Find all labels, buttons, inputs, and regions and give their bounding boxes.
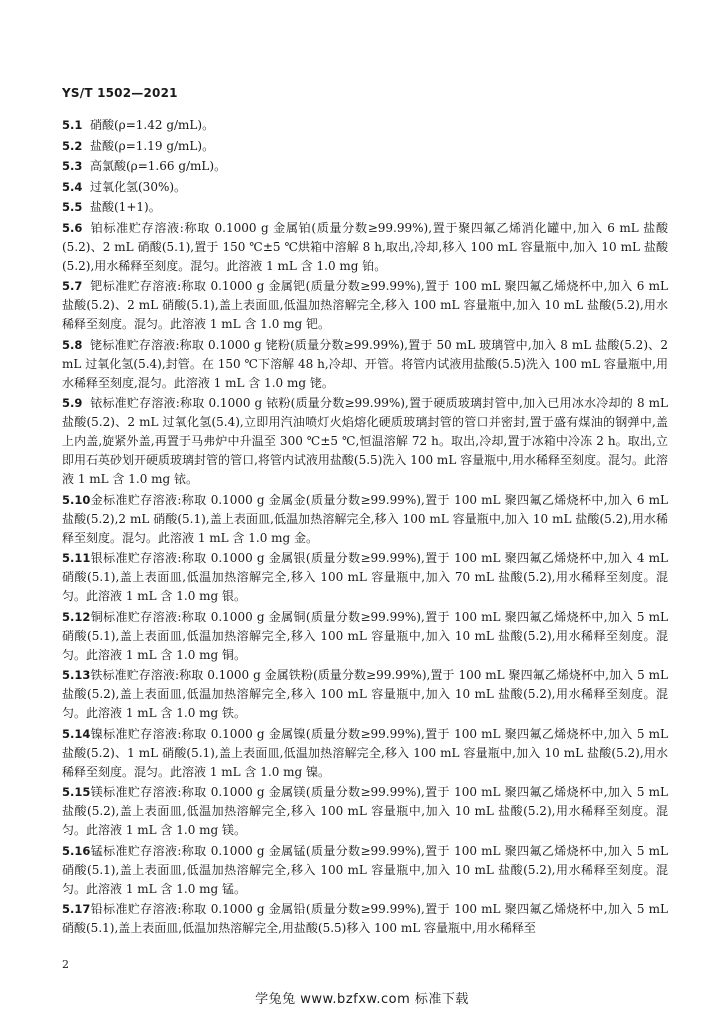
clause-text: 镍标准贮存溶液:称取 0.1000 g 金属镍(质量分数≥99.99%),置于 100 mL 聚四氟乙烯烧杯中,加入 5 mL 盐酸(5.2)、1 mL 硝酸(5.1),盖上表面皿,低温加热溶解完全,移入 100 mL 容量瓶中,加入 10 mL 盐酸(5.2),用水稀释至刻度。混匀。此溶液 1 mL 含 1.0 mg 镍。 — [62, 726, 668, 779]
clause-number: 5.8 — [62, 337, 83, 352]
clause-item — [62, 178, 668, 197]
clause-number: 5.16 — [62, 843, 91, 858]
clause-item — [62, 900, 668, 938]
clause-item — [62, 608, 668, 665]
clause-number: 5.15 — [62, 785, 91, 799]
clause-text: 盐酸(ρ=1.19 g/mL)。 — [90, 138, 215, 153]
page-number: 2 — [62, 958, 69, 971]
clause-number: 5.9 — [62, 396, 83, 410]
clause-number: 5.3 — [62, 159, 83, 173]
clause-item — [62, 157, 668, 176]
clause-text: 锰标准贮存溶液:称取 0.1000 g 金属锰(质量分数≥99.99%),置于 100 mL 聚四氟乙烯烧杯中,加入 5 mL 硝酸(5.1),盖上表面皿,低温加热溶解完全,移入 100 mL 容量瓶中,加入 10 mL 盐酸(5.2),用水稀释至刻度。混匀。此溶液 1 mL 含 1.0 mg 锰。 — [62, 843, 668, 896]
clause-text: 铅标准贮存溶液:称取 0.1000 g 金属铅(质量分数≥99.99%),置于 100 mL 聚四氟乙烯烧杯中,加入 5 mL 硝酸(5.1),盖上表面皿,低温加热溶解完全,用盐酸(5.5)移入 100 mL 容量瓶中,用水稀释至 — [62, 902, 668, 935]
clause-item — [62, 725, 668, 782]
clause-item — [62, 783, 668, 840]
clause-number: 5.11 — [62, 551, 91, 565]
clause-text: 金标准贮存溶液:称取 0.1000 g 金属金(质量分数≥99.99%),置于 100 mL 聚四氟乙烯烧杯中,加入 6 mL 盐酸(5.2),2 mL 硝酸(5.1),盖上表面皿,低温加热溶解完全,移入 100 mL 容量瓶中,加入 10 mL 盐酸(5.2),用水稀释至刻度。混匀。此溶液 1 mL 含 1.0 mg 金。 — [62, 492, 668, 545]
clause-item — [62, 116, 668, 135]
clause-text: 盐酸(1+1)。 — [90, 200, 161, 214]
clause-number: 5.4 — [62, 179, 83, 194]
clause-text: 铜标准贮存溶液:称取 0.1000 g 金属铜(质量分数≥99.99%),置于 100 mL 聚四氟乙烯烧杯中,加入 5 mL 硝酸(5.1),盖上表面皿,低温加热溶解完全,移入 100 mL 容量瓶中,加入 10 mL 盐酸(5.2),用水稀释至刻度。混匀。此溶液 1 mL 含 1.0 mg 铜。 — [62, 609, 668, 662]
clause-number: 5.14 — [62, 726, 91, 741]
document-body — [62, 116, 668, 940]
clause-item — [62, 277, 668, 334]
clause-number: 5.1 — [62, 118, 83, 132]
clause-item — [62, 219, 668, 276]
clause-item — [62, 394, 668, 489]
clause-text: 钯标准贮存溶液:称取 0.1000 g 金属钯(质量分数≥99.99%),置于 100 mL 聚四氟乙烯烧杯中,加入 6 mL 盐酸(5.2)、2 mL 硝酸(5.1),盖上表面皿,低温加热溶解完全,移入 100 mL 容量瓶中,加入 10 mL 盐酸(5.2),用水稀释至刻度。混匀。此溶液 1 mL 含 1.0 mg 钯。 — [62, 279, 668, 331]
clause-item — [62, 137, 668, 156]
clause-number: 5.2 — [62, 138, 83, 153]
clause-text: 镁标准贮存溶液:称取 0.1000 g 金属镁(质量分数≥99.99%),置于 100 mL 聚四氟乙烯烧杯中,加入 5 mL 盐酸(5.2),盖上表面皿,低温加热溶解完全,移入 100 mL 容量瓶中,加入 10 mL 盐酸(5.2),用水稀释至刻度。混匀。此溶液 1 mL 含 1.0 mg 镁。 — [62, 785, 668, 837]
clause-number: 5.10 — [62, 492, 91, 507]
clause-text: 银标准贮存溶液:称取 0.1000 g 金属银(质量分数≥99.99%),置于 100 mL 聚四氟乙烯烧杯中,加入 4 mL 硝酸(5.1),盖上表面皿,低温加热溶解完全,移入 100 mL 容量瓶中,加入 70 mL 盐酸(5.2),用水稀释至刻度。混匀。此溶液 1 mL 含 1.0 mg 银。 — [62, 551, 668, 603]
clause-text: 铁标准贮存溶液:称取 0.1000 g 金属铁粉(质量分数≥99.99%),置于 100 mL 聚四氟乙烯烧杯中,加入 5 mL 盐酸(5.2),盖上表面皿,低温加热溶解完全,移入 100 mL 容量瓶中,加入 10 mL 盐酸(5.2),用水稀释至刻度。混匀。此溶液 1 mL 含 1.0 mg 铁。 — [62, 668, 668, 720]
clause-item — [62, 842, 668, 899]
clause-text: 铱标准贮存溶液:称取 0.1000 g 铱粉(质量分数≥99.99%),置于硬质玻璃封管中,加入已用冰水冷却的 8 mL 盐酸(5.2)、2 mL 过氧化氢(5.4),立即用汽油喷灯火焰熔化硬质玻璃封管的管口并密封,置于盛有煤油的钢弹中,盖上内盖,旋紧外盖,再置于马弗炉中升温至 300 ℃±5 ℃,恒温溶解 72 h。取出,冷却,置于冰箱中冷冻 2 h。取出,立即用石英砂划开硬质玻璃封管的管口,将管内试液用盐酸(5.5)洗入 100 mL 容量瓶中,用水稀释至刻度。混匀。此溶液 1 mL 含 1.0 mg 铱。 — [62, 396, 668, 486]
clause-item — [62, 491, 668, 548]
clause-item — [62, 198, 668, 217]
clause-text: 铂标准贮存溶液:称取 0.1000 g 金属铂(质量分数≥99.99%),置于聚四氟乙烯消化罐中,加入 6 mL 盐酸(5.2)、2 mL 硝酸(5.1),置于 150 ℃±5 ℃烘箱中溶解 8 h,取出,冷却,移入 100 mL 容量瓶中,加入 10 mL 盐酸(5.2),用水稀释至刻度。混匀。此溶液 1 mL 含 1.0 mg 铂。 — [62, 220, 668, 273]
clause-text: 过氧化氢(30%)。 — [90, 179, 187, 194]
clause-number: 5.7 — [62, 279, 83, 293]
clause-item — [62, 549, 668, 606]
clause-number: 5.12 — [62, 609, 91, 624]
clause-number: 5.6 — [62, 220, 83, 235]
clause-text: 铑标准贮存溶液:称取 0.1000 g 铑粉(质量分数≥99.99%),置于 50 mL 玻璃管中,加入 8 mL 盐酸(5.2)、2 mL 过氧化氢(5.4),封管。在 150 ℃下溶解 48 h,冷却、开管。将管内试液用盐酸(5.5)洗入 100 mL 容量瓶中,用水稀释至刻度,混匀。此溶液 1 mL 含 1.0 mg 铑。 — [62, 337, 668, 390]
clause-number: 5.5 — [62, 200, 83, 214]
watermark-footer: 学兔兔 www.bzfxw.com 标准下载 — [255, 992, 469, 1007]
clause-item — [62, 336, 668, 393]
clause-text: 硝酸(ρ=1.42 g/mL)。 — [90, 118, 215, 132]
clause-number: 5.13 — [62, 668, 91, 682]
clause-item — [62, 666, 668, 723]
clause-text: 高氯酸(ρ=1.66 g/mL)。 — [90, 159, 227, 173]
clause-number: 5.17 — [62, 902, 91, 916]
standard-code-header: YS/T 1502—2021 — [62, 86, 178, 100]
